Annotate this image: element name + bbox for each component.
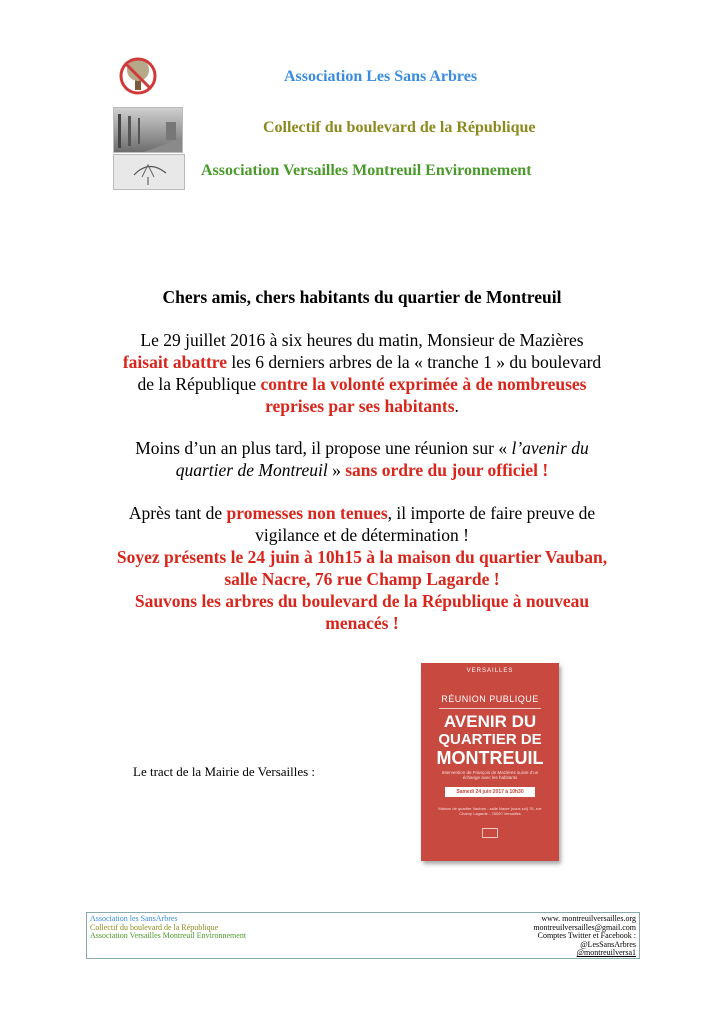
footer-box <box>86 912 640 959</box>
paragraph-2: Moins d’un an plus tard, il propose une réunion sur « l’avenir du quartier de Montreuil » sans ordre du jour officiel ! <box>135 438 589 480</box>
org-title-collectif: Collectif du boulevard de la République <box>263 119 536 136</box>
flyer-kicker: RÉUNION PUBLIQUE <box>441 694 539 704</box>
call-to-action-4: menacés ! <box>325 613 399 633</box>
flyer-address: Maison de quartier Vauban - salle Nacre (sous sol) 76, rue Champ Lagarde - 78000 Versailles <box>438 806 542 816</box>
flyer-subtitle: Intervention de François de Mazières suivie d’un échange avec les habitants <box>441 770 539 780</box>
org-title-vme: Association Versailles Montreuil Environnement <box>201 162 532 179</box>
greeting: Chers amis, chers habitants du quartier de Montreuil <box>162 287 562 307</box>
footer-social-2[interactable]: @montreuilversa1 <box>576 948 636 958</box>
logo-les-sans-arbres <box>113 54 165 98</box>
call-to-action-2: salle Nacre, 76 rue Champ Lagarde ! <box>224 569 500 589</box>
logo-collectif-photo <box>113 107 183 153</box>
tract-caption: Le tract de la Mairie de Versailles : <box>133 764 316 779</box>
footer-org-2: Collectif du boulevard de la République <box>90 922 219 932</box>
call-to-action-3: Sauvons les arbres du boulevard de la République à nouveau <box>134 591 590 611</box>
footer-email-link[interactable]: montreuilversailles@gmail.com <box>533 922 636 932</box>
footer-org-3: Association Versailles Montreuil Environnement <box>90 931 247 941</box>
footer-social-1[interactable]: @LesSansArbres <box>580 939 636 949</box>
flyer-brand: VERSAILLES <box>466 668 514 674</box>
flyer-date: Samedi 24 juin 2017 à 10h30 <box>445 787 535 797</box>
footer-website-link[interactable]: www. montreuilversailles.org <box>541 914 636 923</box>
org-title-les-sans-arbres: Association Les Sans Arbres <box>284 68 478 85</box>
paragraph-3: Après tant de promesses non tenues, il importe de faire preuve de vigilance et de détermination ! Soyez présents le 24 juin à 10h15 à la maison du quartier Vauban, salle Nacre, 76 rue Champ Lagarde ! Sauvons les arbres du boulevard de la République à nouveau menacés ! <box>60 502 664 634</box>
logo-vme <box>113 154 185 190</box>
paragraph-1: Le 29 juillet 2016 à six heures du matin, Monsieur de Mazières faisait abattre les 6 derniers arbres de la « tranche 1 » du boulevard de la République contre la volonté exprimée à de nombreuses reprises par ses habitants. <box>122 330 602 416</box>
mairie-flyer <box>421 663 559 861</box>
footer-org-1: Association les SansArbres <box>90 914 178 923</box>
flyer-title-1: AVENIR DU <box>443 712 537 731</box>
call-to-action-1: Soyez présents le 24 juin à 10h15 à la maison du quartier Vauban, <box>116 547 608 567</box>
footer-social-label: Comptes Twitter et Facebook : <box>537 931 636 941</box>
flyer-title-3: MONTREUIL <box>436 748 544 768</box>
flyer-logo-icon <box>482 828 498 838</box>
flyer-title-2: QUARTIER DE <box>438 731 542 748</box>
